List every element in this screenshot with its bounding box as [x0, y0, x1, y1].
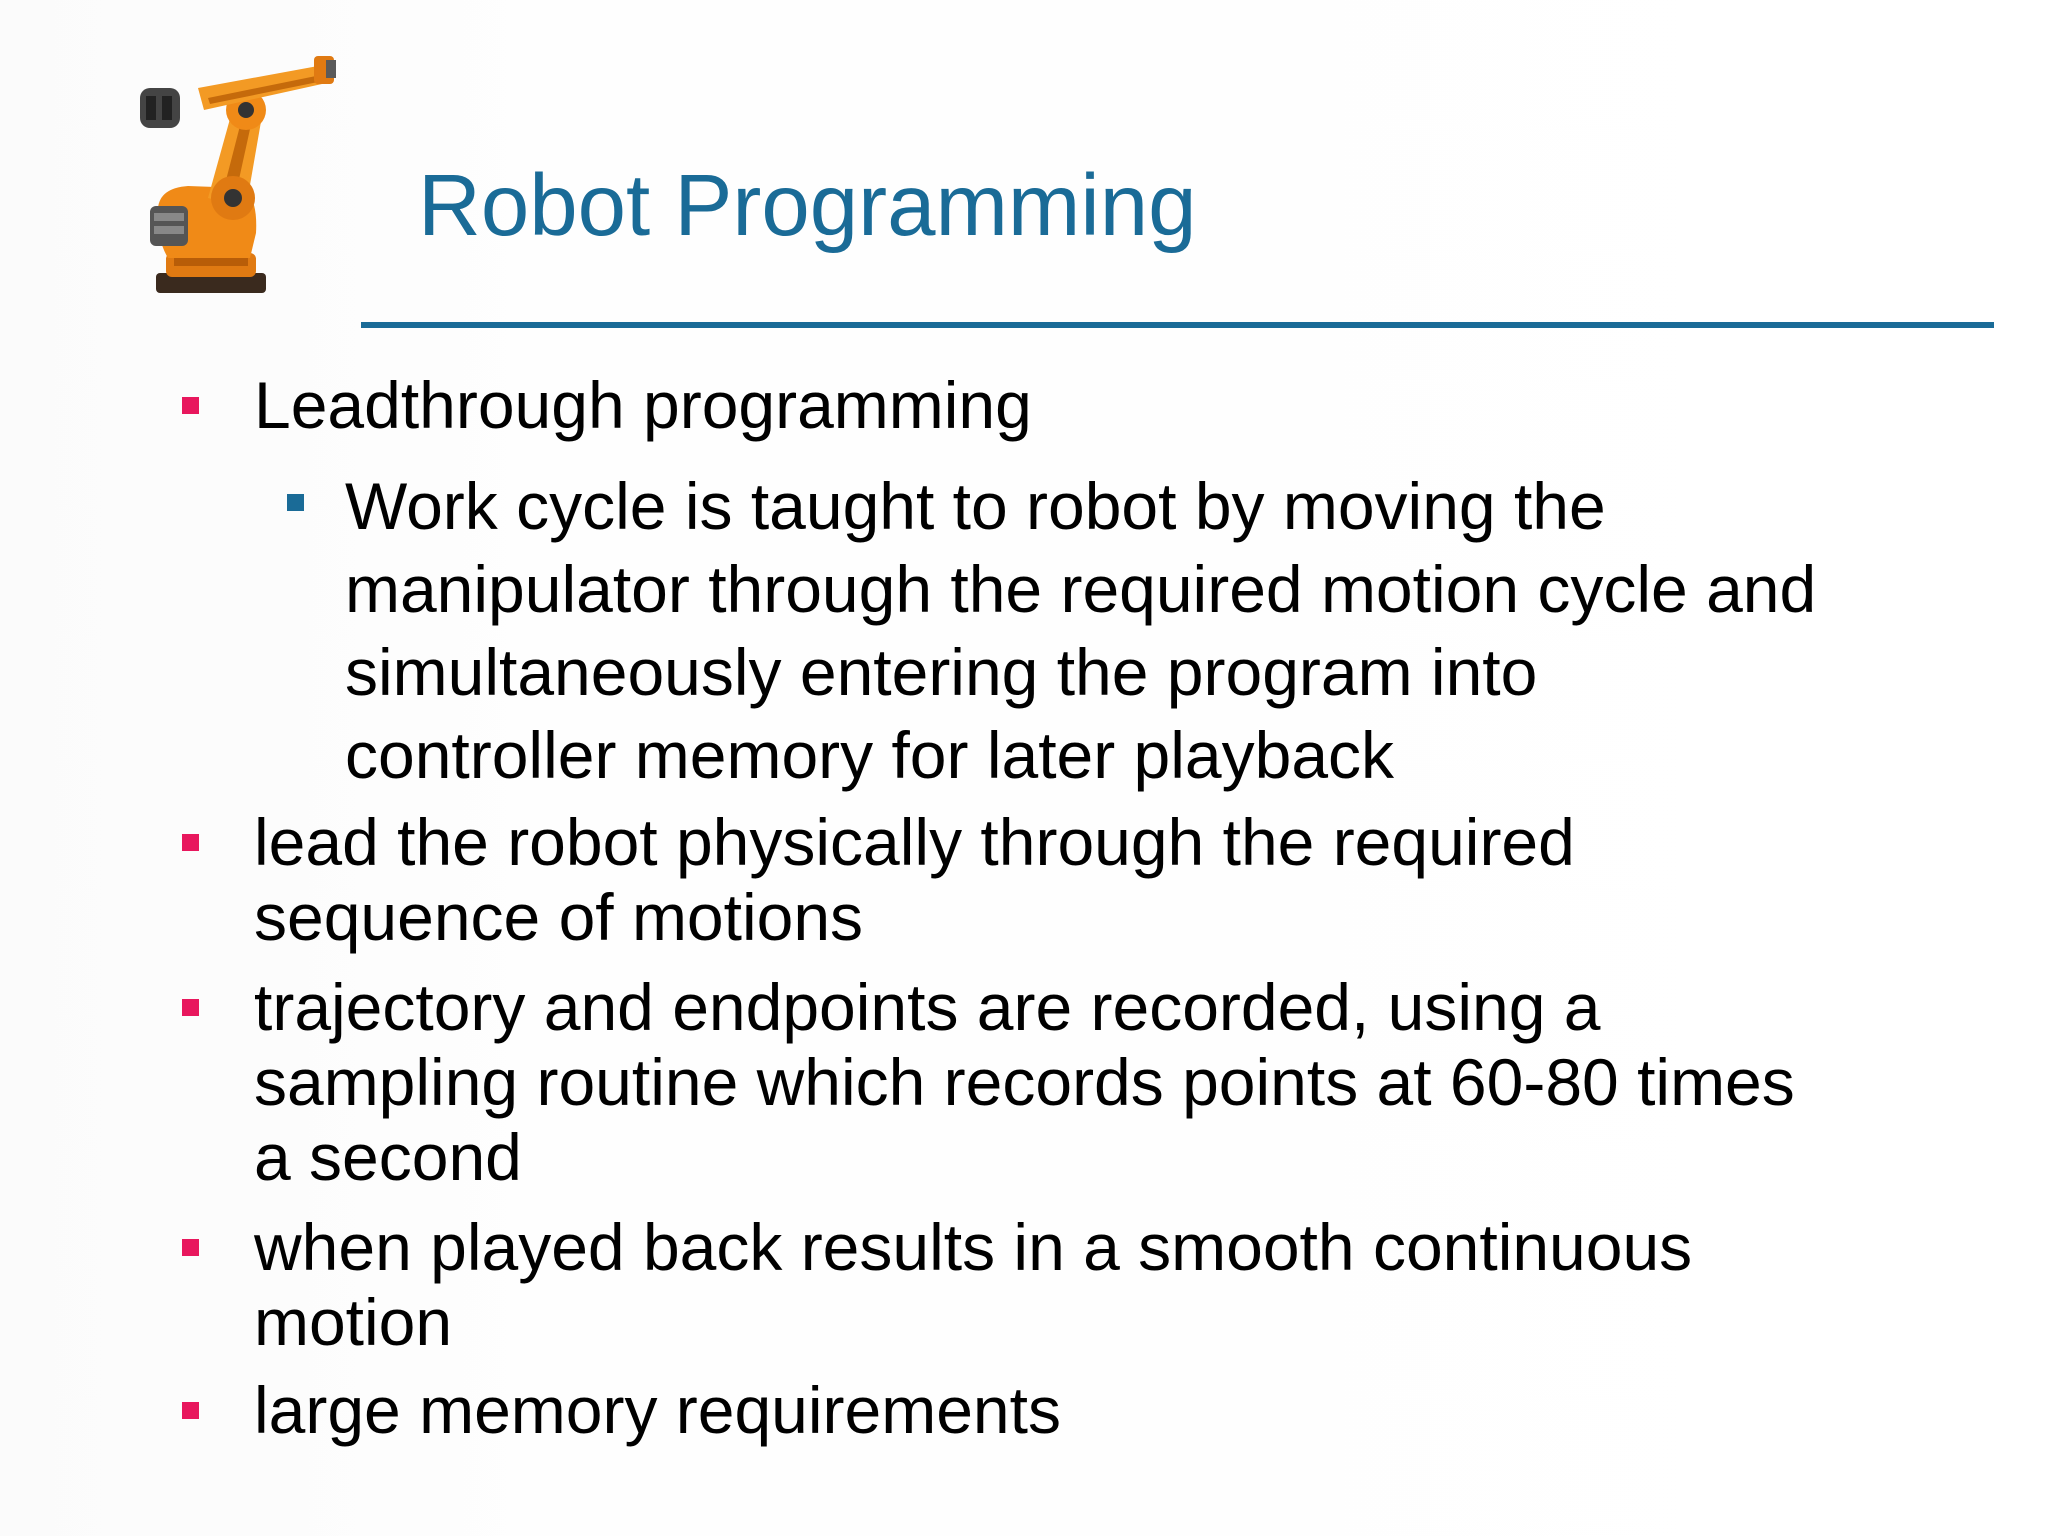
bullet-text: Leadthrough programming: [254, 368, 1032, 442]
bullet-text: when played back results in a smooth continuous motion: [254, 1210, 1693, 1359]
bullet-item: [254, 805, 1575, 955]
bullet-marker: [182, 834, 199, 851]
bullet-item: [254, 970, 1795, 1195]
bullet-item: [254, 368, 1032, 443]
bullet-text: lead the robot physically through the required sequence of motions: [254, 805, 1575, 954]
bullet-text: trajectory and endpoints are recorded, using a sampling routine which records points at 60-80 times a second: [254, 970, 1795, 1194]
bullet-text: large memory requirements: [254, 1373, 1061, 1447]
bullet-marker: [182, 397, 199, 414]
bullet-item: [254, 1210, 1692, 1360]
bullet-marker: [182, 1239, 199, 1256]
bullet-marker: [287, 494, 304, 511]
bullet-marker: [182, 999, 199, 1016]
bullet-item: [254, 1373, 1061, 1448]
bullet-marker: [182, 1402, 199, 1419]
bullet-item: [345, 465, 1816, 797]
slide-title: Robot Programming: [418, 157, 1197, 254]
bullet-text: Work cycle is taught to robot by moving the manipulator through the required motion cycle and simultaneously entering the program into controller memory for later playback: [345, 469, 1817, 792]
